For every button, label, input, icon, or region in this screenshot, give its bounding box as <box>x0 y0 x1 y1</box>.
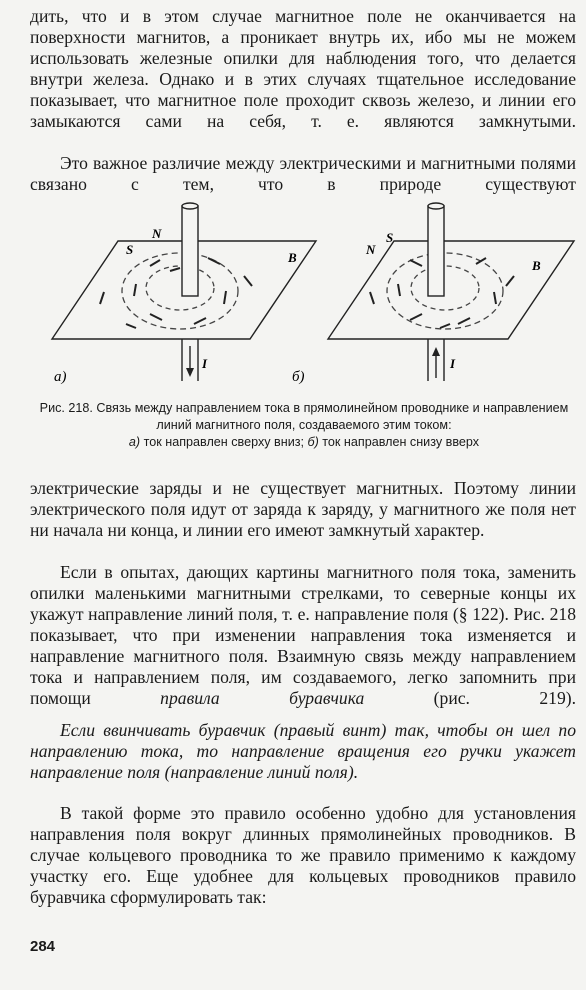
paragraph-difference: Это важное различие между электрическими и магнитными полями связано с тем, что в природе существуют <box>30 153 576 194</box>
paragraph-compass-end: (рис. 219). <box>364 688 576 708</box>
gimlet-rule-statement: Если ввинчивать буравчик (правый винт) так, чтобы он шел по направлению тока, то направление вращения его ручки укажет направление поля (направление линий поля). <box>30 720 576 782</box>
pole-s-a: S <box>126 242 134 257</box>
field-b-label-b: B <box>532 258 541 273</box>
paragraph-charges: электрические заряды и не существует магнитных. Поэтому линии электрического поля идут от заряда к заряду, у магнитного же поля нет ни начала ни конца, и линии его имеют замкнутый характер. <box>30 478 576 540</box>
field-line-inner-a <box>146 266 214 310</box>
field-line-outer-b <box>387 253 503 329</box>
plane-outline-b <box>328 241 574 339</box>
caption-b-text: ток направлен снизу вверх <box>318 435 480 449</box>
panel-label-b: б) <box>292 369 305 385</box>
conductor-a <box>182 206 198 296</box>
page-number: 284 <box>30 938 56 955</box>
caption-a-text: ток направлен сверху вниз; <box>140 435 308 449</box>
compass-needles-a <box>100 258 252 328</box>
paragraph-compass <box>30 562 576 709</box>
current-label-a: I <box>202 356 208 371</box>
figure-panel-b <box>292 203 574 385</box>
field-line-inner-b <box>411 266 479 310</box>
panel-label-a: а) <box>54 369 67 385</box>
field-line-outer-a <box>122 253 238 329</box>
field-b-label-a: B <box>288 250 297 265</box>
paragraph-compass-text: Если в опытах, дающих картины магнитного поля тока, заменить опилки маленькими магнитными стрелками, то северные концы их укажут направление линий поля, т. е. направление поля (§ 122). Рис. 218 показывает, что при изменении направления тока изменяется и направление магнитного поля. Взаимную связь между направлением тока и направлением поля, им создаваемого, легко запомнить при помощи <box>30 562 576 708</box>
gimlet-rule-term: правила буравчика <box>160 688 365 708</box>
figure-panel-a <box>52 203 316 385</box>
figure-218 <box>30 196 576 396</box>
paragraph-ring-conductor: В такой форме это правило особенно удобно для установления направления поля вокруг длинных прямолинейных проводников. В случае кольцевого проводника то же правило применимо к каждому участку его. Еще удобнее для кольцевых проводников правило буравчика сформулировать так: <box>30 803 576 907</box>
figure-caption <box>34 400 574 451</box>
paragraph-continuation: дить, что и в этом случае магнитное поле не оканчивается на поверхности магнитов, а проникает внутрь их, ибо мы не можем использовать железные опилки для наблюдения того, что делается внутри железа. Однако и в этих случаях тщательное исследование показывает, что магнитное поле проходит сквозь железо, и линии его замыкаются сами на себя, т. е. являются замкнутыми. <box>30 6 576 131</box>
caption-a-marker: а) <box>128 435 141 449</box>
caption-line-1: Рис. 218. Связь между направлением тока в прямолинейном проводнике и направлением линий магнитного поля, создаваемого этим током: <box>39 401 569 432</box>
current-label-b: I <box>450 356 456 371</box>
caption-line-2 <box>34 434 574 451</box>
pole-n-a: N <box>152 226 162 241</box>
conductor-b <box>428 206 444 296</box>
caption-b-marker: б) <box>307 435 319 449</box>
pole-s-b: S <box>386 230 394 245</box>
pole-n-b: N <box>366 242 376 257</box>
